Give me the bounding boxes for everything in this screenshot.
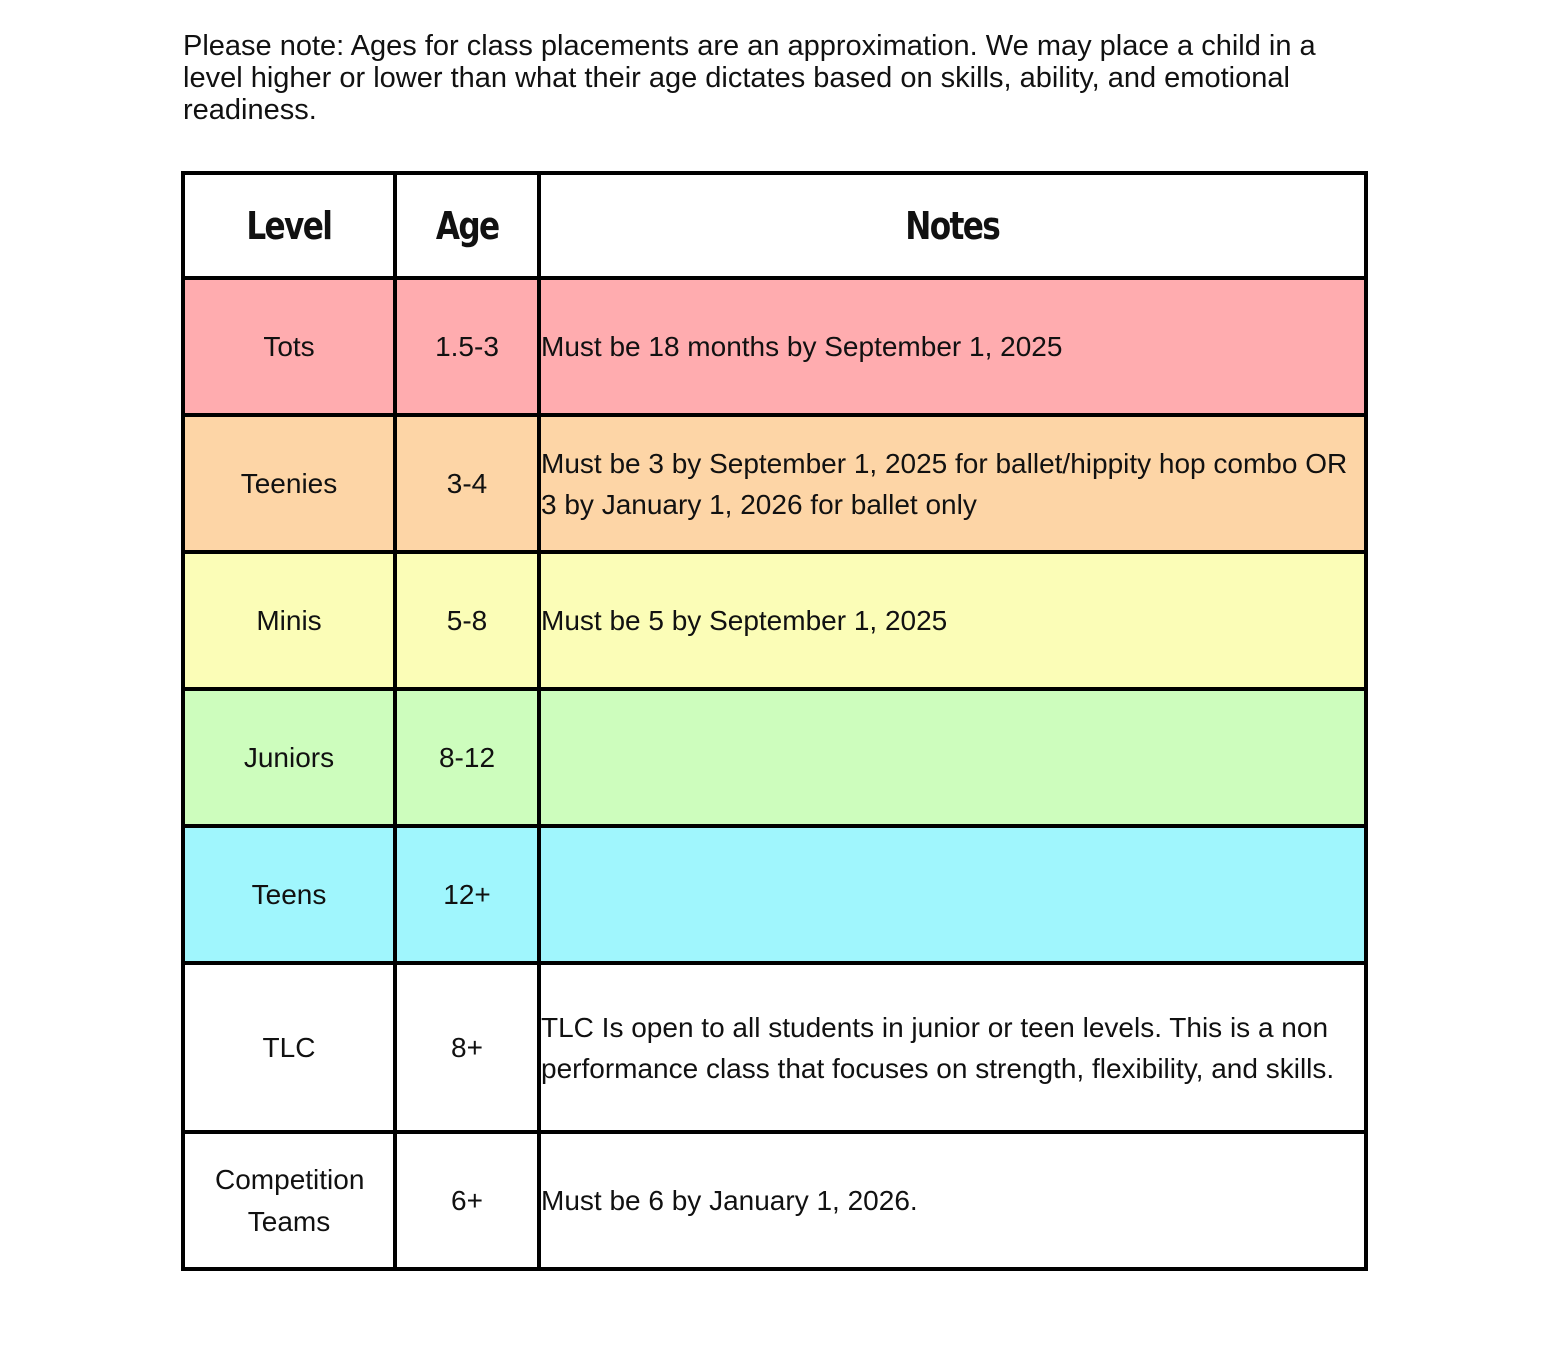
- age-cell: 6+: [395, 1132, 539, 1269]
- level-cell: TLC: [183, 963, 395, 1132]
- age-cell: 1.5-3: [395, 278, 539, 415]
- notes-cell: Must be 6 by January 1, 2026.: [539, 1132, 1366, 1269]
- levels-table: [181, 171, 1368, 1271]
- column-header-level: Level: [183, 173, 395, 278]
- notes-cell: TLC Is open to all students in junior or teen levels. This is a non performance class that focuses on strength, flexibility, and skills.: [539, 963, 1366, 1132]
- age-cell: 12+: [395, 826, 539, 963]
- notes-cell: Must be 18 months by September 1, 2025: [539, 278, 1366, 415]
- notes-cell: Must be 5 by September 1, 2025: [539, 552, 1366, 689]
- level-cell: Teenies: [183, 415, 395, 552]
- table-row-tots: [183, 278, 1366, 415]
- table-row-juniors: [183, 689, 1366, 826]
- table-row-competition-teams: [183, 1132, 1366, 1269]
- level-cell: Juniors: [183, 689, 395, 826]
- table-header-row: [183, 173, 1366, 278]
- age-cell: 8+: [395, 963, 539, 1132]
- column-header-age: Age: [395, 173, 539, 278]
- column-header-notes: Notes: [539, 173, 1366, 278]
- table-row-minis: [183, 552, 1366, 689]
- level-cell: Competition Teams: [183, 1132, 395, 1269]
- table-row-teens: [183, 826, 1366, 963]
- level-cell: Teens: [183, 826, 395, 963]
- age-cell: 8-12: [395, 689, 539, 826]
- age-cell: 5-8: [395, 552, 539, 689]
- table-row-tlc: [183, 963, 1366, 1132]
- table-row-teenies: [183, 415, 1366, 552]
- age-cell: 3-4: [395, 415, 539, 552]
- level-cell: Tots: [183, 278, 395, 415]
- notes-cell: [539, 826, 1366, 963]
- level-cell: Minis: [183, 552, 395, 689]
- placement-note: Please note: Ages for class placements are an approximation. We may place a child in a level higher or lower than what their age dictates based on skills, ability, and emotional readiness.: [183, 30, 1316, 126]
- notes-cell: Must be 3 by September 1, 2025 for ballet/hippity hop combo OR 3 by January 1, 2026 for ballet only: [539, 415, 1366, 552]
- notes-cell: [539, 689, 1366, 826]
